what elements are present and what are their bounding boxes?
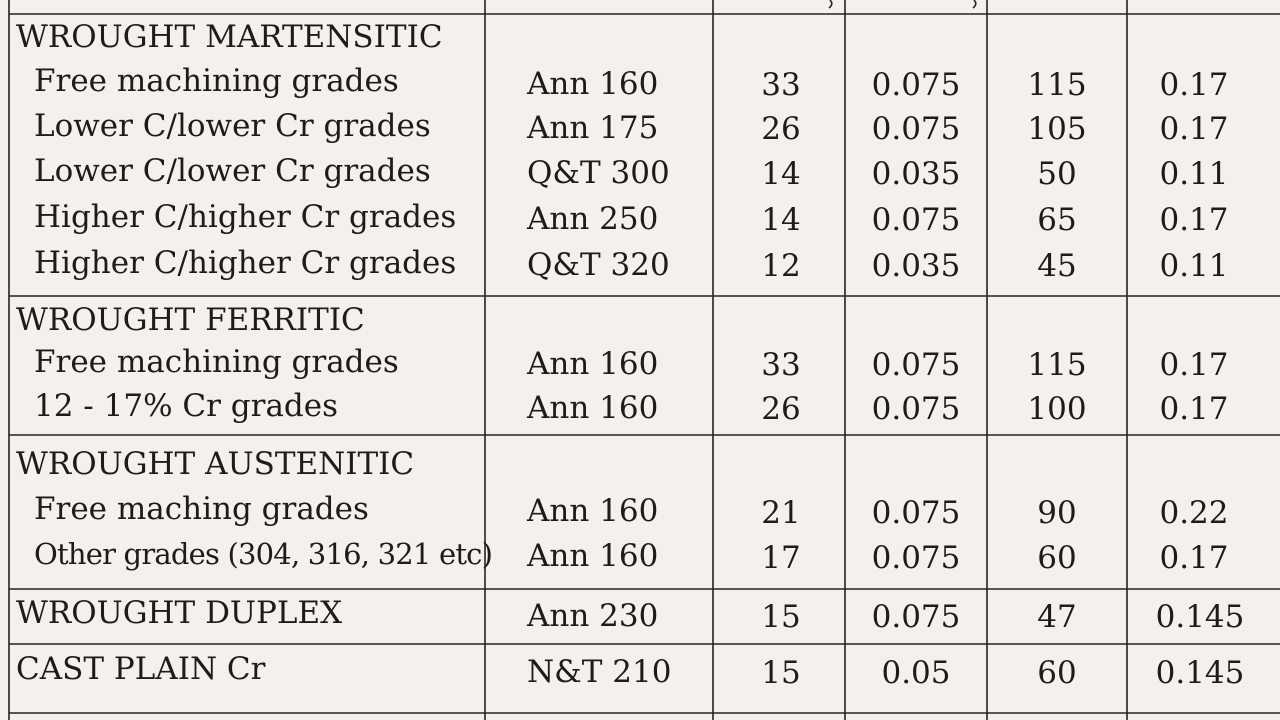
material-cell: Higher C/higher Cr grades: [34, 245, 457, 281]
value-col4-cell: 0.17: [1159, 391, 1229, 427]
value-col2-cell: 0.075: [871, 202, 961, 238]
value-col3-cell: 45: [1037, 248, 1077, 284]
value-col1-cell: 17: [761, 540, 801, 576]
material-cell: Free machining grades: [34, 344, 399, 380]
value-col4-cell: 0.22: [1159, 495, 1229, 531]
condition-cell: Ann 230: [527, 598, 659, 634]
value-col1-cell: 14: [761, 202, 801, 238]
value-col1-cell: 15: [761, 599, 801, 635]
value-col4-cell: 0.17: [1159, 111, 1229, 147]
value-col2-cell: 0.075: [871, 599, 961, 635]
value-col1-cell: 33: [761, 67, 801, 103]
material-cell: Free maching grades: [34, 491, 369, 527]
value-col1-cell: 26: [761, 111, 801, 147]
value-col4-cell: 0.17: [1159, 347, 1229, 383]
value-col2-cell: 0.035: [871, 248, 961, 284]
value-col1-cell: 12: [761, 248, 801, 284]
value-col2-cell: 0.05: [881, 655, 951, 691]
header-fragment-mark: [829, 0, 832, 8]
category-ferritic: WROUGHT FERRITIC: [16, 302, 365, 338]
value-col4-cell: 0.11: [1159, 156, 1229, 192]
value-col4-cell: 0.17: [1159, 67, 1229, 103]
condition-cell: Ann 160: [527, 538, 659, 574]
value-col1-cell: 14: [761, 156, 801, 192]
material-cell: Other grades (304, 316, 321 etc): [34, 537, 493, 571]
value-col2-cell: 0.035: [871, 156, 961, 192]
value-col1-cell: 26: [761, 391, 801, 427]
condition-cell: Q&T 320: [527, 247, 670, 283]
value-col4-cell: 0.145: [1155, 599, 1245, 635]
condition-cell: Ann 160: [527, 66, 659, 102]
value-col3-cell: 115: [1027, 347, 1087, 383]
condition-cell: Ann 250: [527, 201, 659, 237]
category-cast-plain-cr: CAST PLAIN Cr: [16, 651, 266, 687]
condition-cell: Ann 175: [527, 110, 659, 146]
condition-cell: Ann 160: [527, 390, 659, 426]
material-cell: 12 - 17% Cr grades: [34, 388, 339, 424]
value-col3-cell: 65: [1037, 202, 1077, 238]
value-col2-cell: 0.075: [871, 495, 961, 531]
value-col2-cell: 0.075: [871, 391, 961, 427]
value-col3-cell: 90: [1037, 495, 1077, 531]
value-col2-cell: 0.075: [871, 67, 961, 103]
value-col1-cell: 21: [761, 495, 801, 531]
category-duplex: WROUGHT DUPLEX: [16, 595, 343, 631]
value-col2-cell: 0.075: [871, 347, 961, 383]
value-col3-cell: 60: [1037, 655, 1077, 691]
value-col3-cell: 60: [1037, 540, 1077, 576]
condition-cell: Q&T 300: [527, 155, 670, 191]
condition-cell: N&T 210: [527, 654, 672, 690]
value-col1-cell: 15: [761, 655, 801, 691]
value-col3-cell: 50: [1037, 156, 1077, 192]
material-cell: Lower C/lower Cr grades: [34, 153, 431, 189]
material-cell: Higher C/higher Cr grades: [34, 199, 457, 235]
value-col3-cell: 100: [1027, 391, 1087, 427]
value-col4-cell: 0.11: [1159, 248, 1229, 284]
value-col4-cell: 0.145: [1155, 655, 1245, 691]
value-col4-cell: 0.17: [1159, 202, 1229, 238]
value-col1-cell: 33: [761, 347, 801, 383]
value-col2-cell: 0.075: [871, 111, 961, 147]
material-cell: Free machining grades: [34, 63, 399, 99]
value-col4-cell: 0.17: [1159, 540, 1229, 576]
value-col3-cell: 47: [1037, 599, 1077, 635]
condition-cell: Ann 160: [527, 346, 659, 382]
value-col3-cell: 115: [1027, 67, 1087, 103]
category-martensitic: WROUGHT MARTENSITIC: [16, 19, 443, 55]
value-col3-cell: 105: [1027, 111, 1087, 147]
condition-cell: Ann 160: [527, 493, 659, 529]
value-col2-cell: 0.075: [871, 540, 961, 576]
material-cell: Lower C/lower Cr grades: [34, 108, 431, 144]
header-fragment-mark: [973, 0, 976, 8]
category-austenitic: WROUGHT AUSTENITIC: [16, 446, 415, 482]
